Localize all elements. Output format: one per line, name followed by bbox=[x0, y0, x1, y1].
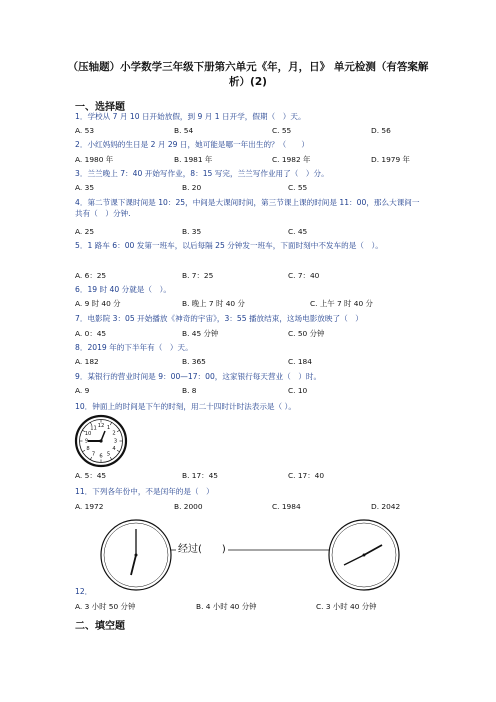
question-text: 19 时 40 分就是（ ）。 bbox=[87, 285, 171, 294]
option-a: A. 182 bbox=[75, 357, 99, 366]
question-text: 某银行的营业时间是 9：00—17：00，这家银行每天营业（ ）时。 bbox=[87, 372, 322, 381]
option-c: C. 1984 bbox=[272, 502, 301, 511]
option-a: A. 53 bbox=[75, 126, 95, 135]
question-2 bbox=[75, 139, 425, 150]
svg-text:9: 9 bbox=[84, 438, 89, 445]
option-b: B. 35 bbox=[182, 227, 202, 236]
elapsed-time-label: 经过( ) bbox=[176, 540, 228, 555]
option-c: C. 55 bbox=[272, 126, 292, 135]
section-heading-fill: 二、填空题 bbox=[75, 621, 125, 632]
question-number: 10． bbox=[75, 402, 93, 411]
question-9 bbox=[75, 371, 425, 382]
option-b: B. 54 bbox=[174, 126, 194, 135]
question-text: 学校从 7 月 10 日开始放假，到 9 月 1 日开学，假期（ ）天。 bbox=[87, 112, 306, 121]
clock-figure-q10 bbox=[74, 414, 128, 468]
question-5 bbox=[75, 240, 425, 251]
svg-text:12: 12 bbox=[97, 423, 105, 429]
svg-text:5: 5 bbox=[106, 451, 111, 458]
start-clock-icon bbox=[101, 520, 171, 590]
end-clock-icon bbox=[329, 520, 399, 590]
question-text: 小红妈妈的生日是 2 月 29 日，她可能是哪一年出生的？（ ） bbox=[87, 140, 310, 149]
question-number: 9． bbox=[75, 372, 88, 381]
question-7 bbox=[75, 313, 425, 324]
question-number: 2． bbox=[75, 140, 88, 149]
svg-text:4: 4 bbox=[112, 446, 116, 452]
question-text: 钟面上的时间是下午的时刻，用二十四时计时法表示是（ ）。 bbox=[92, 402, 296, 411]
option-a: A. 3 小时 50 分钟 bbox=[75, 602, 136, 611]
question-number: 5． bbox=[75, 241, 88, 250]
option-a: A. 35 bbox=[75, 183, 95, 192]
option-a: A. 9 时 40 分 bbox=[75, 299, 121, 308]
question-number: 12． bbox=[75, 587, 93, 596]
option-a: A. 5：45 bbox=[75, 471, 107, 480]
option-b: B. 晚上 7 时 40 分 bbox=[182, 299, 245, 308]
option-a: A. 9 bbox=[75, 386, 90, 395]
question-number: 8． bbox=[75, 343, 88, 352]
svg-text:8: 8 bbox=[86, 446, 90, 452]
option-c: C. 10 bbox=[288, 386, 308, 395]
analog-clock-icon bbox=[74, 414, 128, 468]
question-text: 1 路车 6：00 发第一班车，以后每隔 25 分钟发一班车，下面时刻中不发车的是（ ）。 bbox=[87, 241, 383, 250]
svg-text:3: 3 bbox=[113, 438, 118, 445]
option-a: A. 0：45 bbox=[75, 329, 107, 338]
option-b: B. 365 bbox=[182, 357, 206, 366]
question-number: 7． bbox=[75, 314, 88, 323]
question-number: 3． bbox=[75, 169, 88, 178]
question-11 bbox=[75, 486, 425, 497]
option-a: A. 6：25 bbox=[75, 271, 107, 280]
question-text: 2019 年的下半年有（ ）天。 bbox=[87, 343, 193, 352]
option-a: A. 25 bbox=[75, 227, 95, 236]
option-b: B. 17：45 bbox=[182, 471, 218, 480]
clock-figure-q12 bbox=[100, 515, 400, 595]
option-b: B. 8 bbox=[182, 386, 197, 395]
option-c: C. 17：40 bbox=[288, 471, 325, 480]
option-c: C. 184 bbox=[288, 357, 312, 366]
question-text: 兰兰晚上 7：40 开始写作业，8：15 写完，兰兰写作业用了（ ）分。 bbox=[87, 169, 329, 178]
option-c: C. 7：40 bbox=[288, 271, 320, 280]
question-number: 4． bbox=[75, 198, 88, 207]
option-a: A. 1972 bbox=[75, 502, 104, 511]
option-c: C. 50 分钟 bbox=[288, 329, 325, 338]
option-c: C. 45 bbox=[288, 227, 308, 236]
option-c: C. 3 小时 40 分钟 bbox=[316, 602, 377, 611]
question-3 bbox=[75, 168, 425, 179]
section-heading-choice: 一、选择题 bbox=[75, 102, 125, 113]
option-b: B. 1981 年 bbox=[174, 155, 213, 164]
question-12 bbox=[75, 586, 425, 597]
svg-text:1: 1 bbox=[106, 425, 111, 431]
option-d: D. 2042 bbox=[371, 502, 401, 511]
option-d: D. 56 bbox=[371, 126, 391, 135]
question-text: 电影院 3：05 开始播放《神奇的宇宙》，3：55 播放结束，这场电影放映了（ ） bbox=[87, 314, 363, 323]
svg-text:7: 7 bbox=[91, 451, 96, 458]
question-1 bbox=[75, 111, 425, 122]
option-c: C. 1982 年 bbox=[272, 155, 311, 164]
question-number: 11． bbox=[75, 487, 93, 496]
question-text: 第二节课下课时间是 10：25，中间是大课间时间，第三节课上课的时间是 11：00，那么大课间一共有（ ）分钟. bbox=[75, 198, 420, 218]
question-8 bbox=[75, 342, 425, 353]
svg-text:2: 2 bbox=[112, 430, 116, 437]
question-4 bbox=[75, 197, 425, 219]
question-text: 下列各年份中，不是闰年的是（ ） bbox=[92, 487, 214, 496]
option-a: A. 1980 年 bbox=[75, 155, 114, 164]
option-c: C. 上午 7 时 40 分 bbox=[310, 299, 373, 308]
option-b: B. 7：25 bbox=[182, 271, 214, 280]
question-10 bbox=[75, 401, 425, 412]
question-number: 1． bbox=[75, 112, 88, 121]
svg-text:10: 10 bbox=[84, 431, 92, 437]
option-b: B. 20 bbox=[182, 183, 202, 192]
option-d: D. 1979 年 bbox=[371, 155, 410, 164]
question-6 bbox=[75, 284, 425, 295]
option-b: B. 4 小时 40 分钟 bbox=[196, 602, 257, 611]
option-c: C. 55 bbox=[288, 183, 308, 192]
question-number: 6． bbox=[75, 285, 88, 294]
svg-text:11: 11 bbox=[90, 425, 97, 432]
option-b: B. 45 分钟 bbox=[182, 329, 219, 338]
page-title: （压轴题）小学数学三年级下册第六单元《年，月，日》 单元检测（有答案解析）(2) bbox=[67, 61, 429, 88]
option-b: B. 2000 bbox=[174, 502, 203, 511]
svg-text:6: 6 bbox=[99, 453, 103, 460]
